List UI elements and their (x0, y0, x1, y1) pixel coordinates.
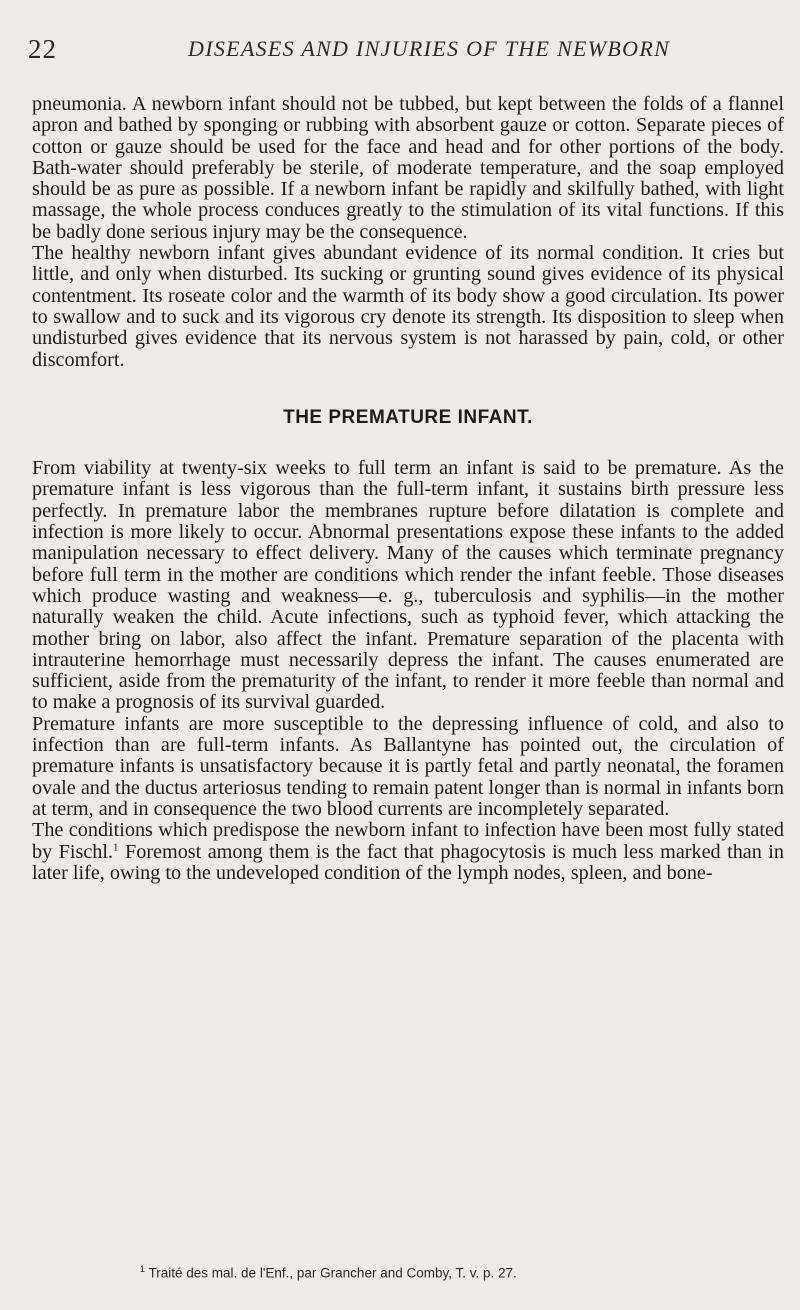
running-title: DISEASES AND INJURIES OF THE NEWBORN (188, 36, 671, 61)
body-text (32, 94, 784, 884)
paragraph-bathing: pneumonia. A newborn infant should not be tubbed, but kept between the folds of a flannel apron and bathed by sponging or rubbing with absorbent gauze or cotton. Separate pieces of cotton or gauze should be used for the face and head and for other portions of the body. Bath-water should preferably be sterile, of moderate temperature, and the soap employed should be as pure as possible. If a newborn infant be rapidly and skilfully bathed, with light massage, the whole process conduces greatly to the stimulation of its vital functions. If this be badly done serious injury may be the consequence. (32, 93, 784, 243)
page-number: 22 (28, 34, 57, 64)
footnote-text: Traité des mal. de l'Enf., par Grancher and Comby, T. v. p. 27. (145, 1265, 517, 1281)
footnote-reference[interactable]: 1 (113, 840, 119, 853)
paragraph-text-before-ref: The conditions which predispose the newborn infant to infection have been most fully stated by Fischl. (32, 819, 784, 863)
paragraph-premature-susceptibility: Premature infants are more susceptible to the depressing influence of cold, and also to infection than are full-term infants. As Ballantyne has pointed out, the circulation of premature infants is unsatisfactory because it is partly fetal and partly neonatal, the foramen ovale and the ductus arteriosus tending to remain patent longer than is normal in infants born at term, and in consequence the two blood currents are incompletely separated. (32, 712, 784, 820)
footnote (140, 1264, 517, 1281)
section-heading: THE PREMATURE INFANT. (283, 406, 533, 428)
footnote-mark: 1 (140, 1264, 146, 1274)
paragraph-infection-conditions (32, 820, 784, 884)
paragraph-healthy-newborn: The healthy newborn infant gives abundant evidence of its normal condition. It cries but little, and only when disturbed. Its sucking or grunting sound gives evidence of its physical contentment. Its roseate color and the warmth of its body show a good circulation. Its power to swallow and to suck and its vigorous cry denote its strength. Its disposition to sleep when undisturbed gives evidence that its nervous system is not harassed by pain, cold, or other discomfort. (32, 242, 784, 371)
paragraph-text-after-ref: Foremost among them is the fact that phagocytosis is much less marked than in later life, owing to the undeveloped condition of the lymph nodes, spleen, and bone- (32, 840, 784, 884)
paragraph-premature-definition: From viability at twenty-six weeks to full term an infant is said to be premature. As the premature infant is less vigorous than the full-term infant, it sustains birth pressure less perfectly. In premature labor the membranes rupture before dilatation is complete and infection is more likely to occur. Abnormal presentations expose these infants to the added manipulation necessary to effect delivery. Many of the causes which terminate pregnancy before full term in the mother are conditions which render the infant feeble. Those diseases which produce wasting and weakness—e. g., tuberculosis and syphilis—in the mother naturally weaken the child. Acute infections, such as typhoid fever, which attacking the mother bring on labor, also affect the infant. Premature separation of the placenta with intrauterine hemorrhage must necessarily depress the infant. The causes enumerated are sufficient, aside from the prematurity of the infant, to render it more feeble than normal and to make a prognosis of its survival guarded. (32, 457, 784, 714)
running-header (28, 34, 788, 64)
